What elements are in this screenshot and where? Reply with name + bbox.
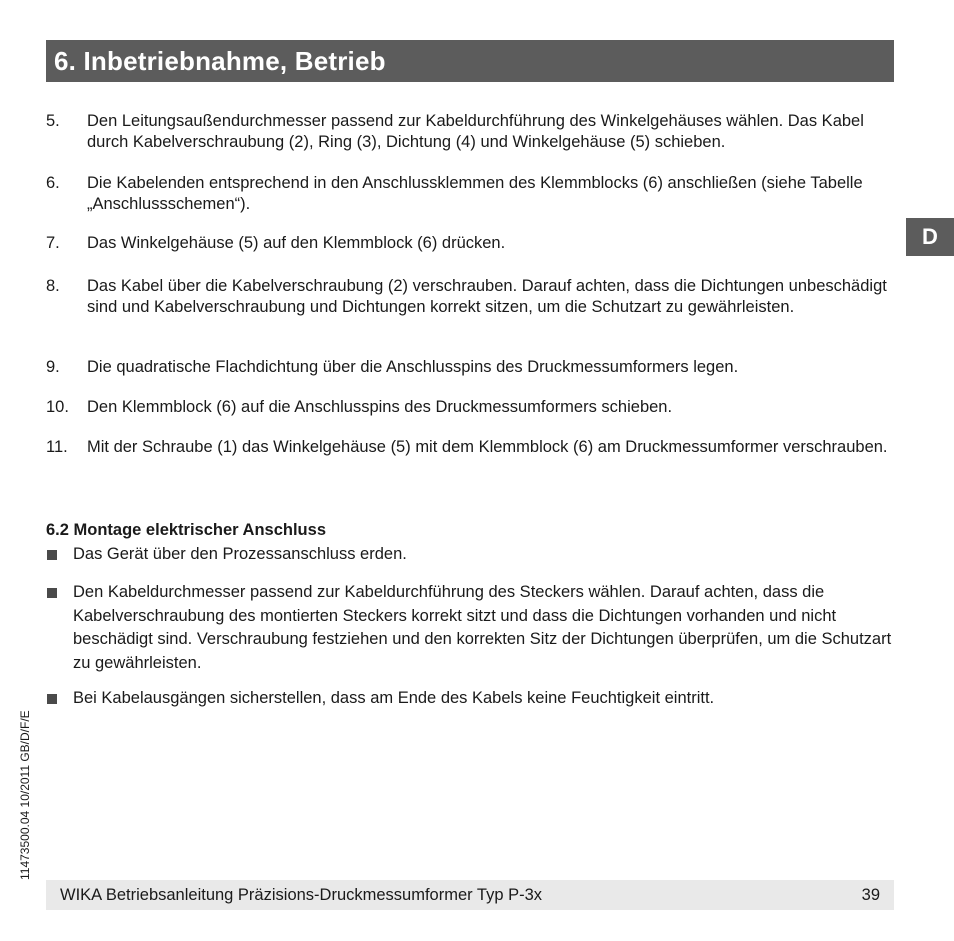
bullet-text: Den Kabeldurchmesser passend zur Kabeldurchführung des Steckers wählen. Darauf achten, dass die Kabelverschraubung des montierten Steckers korrekt sitzt und dass die Dichtungen vorhanden und nicht beschädigt sind. Verschraubung festziehen und den korrekten Sitz der Dichtungen überprüfen, um die Schutzart zu gewährleisten.	[73, 583, 892, 672]
page-title: 6. Inbetriebnahme, Betrieb	[54, 45, 386, 76]
step-text: Die Kabelenden entsprechend in den Anschlussklemmen des Klemmblocks (6) anschließen (siehe Tabelle „Anschlussschemen“).	[87, 174, 863, 213]
step-text: Mit der Schraube (1) das Winkelgehäuse (5) mit dem Klemmblock (6) am Druckmessumformer verschrauben.	[87, 438, 888, 456]
document-id: 11473500.04 10/2011 GB/D/F/E	[18, 710, 32, 880]
bullet-square-icon	[47, 550, 57, 560]
step-number: 5.	[46, 112, 60, 130]
step-number: 6.	[46, 174, 60, 192]
bullet-text: Bei Kabelausgängen sicherstellen, dass am Ende des Kabels keine Feuchtigkeit eintritt.	[73, 689, 715, 707]
step-number: 7.	[46, 234, 60, 252]
bullet-text: Das Gerät über den Prozessanschluss erden.	[73, 545, 407, 563]
step-text: Das Winkelgehäuse (5) auf den Klemmblock (6) drücken.	[87, 234, 506, 252]
section-heading: 6.2 Montage elektrischer Anschluss	[46, 521, 326, 539]
step-number: 10.	[46, 398, 69, 416]
step-text: Den Leitungsaußendurchmesser passend zur Kabeldurchführung des Winkelgehäuses wählen. Das Kabel durch Kabelverschraubung (2), Ring (3), Dichtung (4) und Winkelgehäuse (5) schieben.	[87, 112, 864, 151]
bullet-square-icon	[47, 694, 57, 704]
footer-text: WIKA Betriebsanleitung Präzisions-Druckmessumformer Typ P-3x	[60, 885, 543, 904]
step-number: 8.	[46, 277, 60, 295]
page-number: 39	[861, 885, 880, 904]
language-tab-label: D	[922, 224, 938, 249]
language-tab	[906, 218, 954, 256]
section-header	[46, 40, 894, 82]
footer	[46, 880, 894, 910]
step-text: Das Kabel über die Kabelverschraubung (2) verschrauben. Darauf achten, dass die Dichtungen unbeschädigt sind und Kabelverschraubung und Dichtungen korrekt sitzen, um die Schutzart zu gewährleisten.	[87, 277, 887, 316]
bullet-square-icon	[47, 588, 57, 598]
step-text: Die quadratische Flachdichtung über die Anschlusspins des Druckmessumformers legen.	[87, 358, 739, 376]
step-number: 11.	[46, 438, 68, 456]
step-text: Den Klemmblock (6) auf die Anschlusspins des Druckmessumformers schieben.	[87, 398, 673, 416]
step-number: 9.	[46, 358, 60, 376]
